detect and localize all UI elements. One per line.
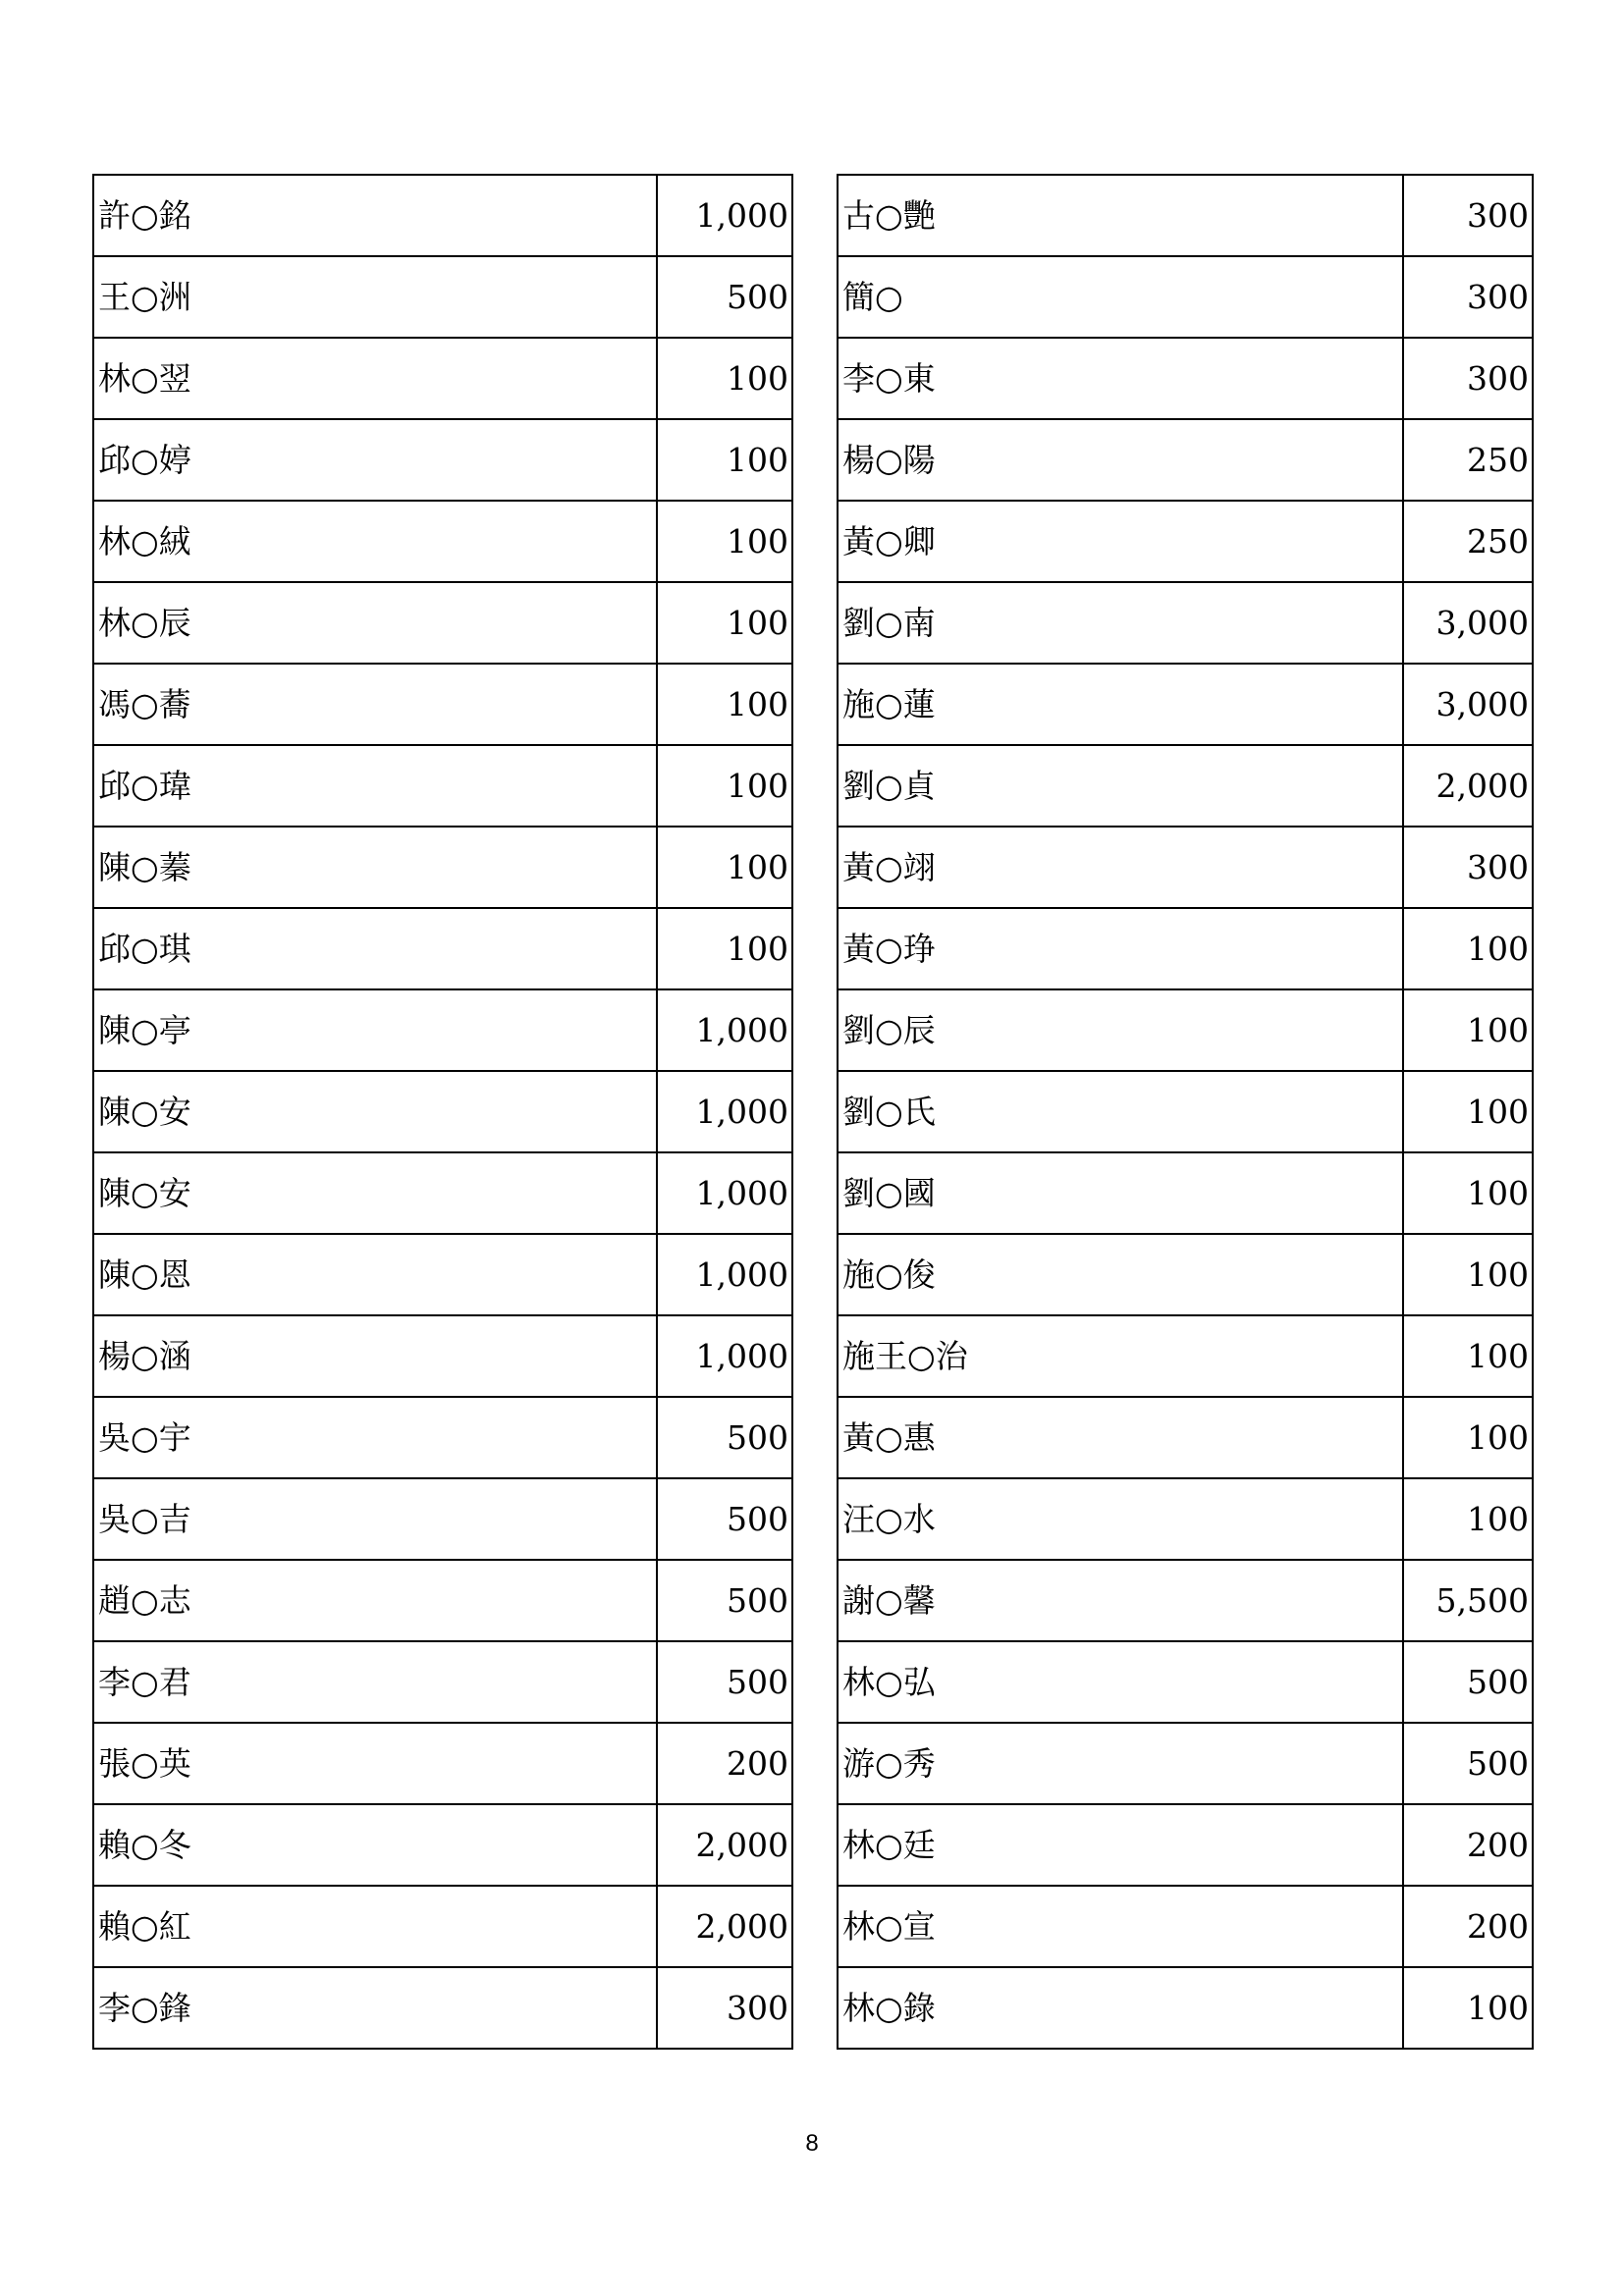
table-row [93,1152,792,1234]
donor-name-cell: 謝○馨 [838,1560,1403,1641]
table-row [93,1071,792,1152]
donor-name-cell: 吳○吉 [93,1478,657,1560]
donation-amount-cell: 100 [657,908,792,989]
donation-amount-cell: 100 [657,827,792,908]
donor-name-cell: 林○絨 [93,501,657,582]
table-row [838,745,1533,827]
donation-amount-cell: 500 [657,1397,792,1478]
donor-name-cell: 李○君 [93,1641,657,1723]
donor-name-cell: 陳○安 [93,1071,657,1152]
donation-amount-cell: 100 [1403,908,1533,989]
donation-amount-cell: 3,000 [1403,664,1533,745]
donation-amount-cell: 100 [1403,1967,1533,2049]
table-row [838,1315,1533,1397]
table-row [93,256,792,338]
table-row [838,989,1533,1071]
table-row [838,1560,1533,1641]
donation-amount-cell: 1,000 [657,1315,792,1397]
table-row [838,1478,1533,1560]
donation-amount-cell: 500 [657,1560,792,1641]
donor-name-cell: 邱○瑋 [93,745,657,827]
donor-name-cell: 劉○南 [838,582,1403,664]
donation-amount-cell: 500 [657,256,792,338]
table-row [93,1967,792,2049]
donation-amount-cell: 100 [657,501,792,582]
table-row [838,1152,1533,1234]
table-row [93,582,792,664]
donor-name-cell: 施王○治 [838,1315,1403,1397]
table-row [838,501,1533,582]
donation-amount-cell: 200 [657,1723,792,1804]
table-row [93,1560,792,1641]
table-row [93,1397,792,1478]
donor-name-cell: 陳○蓁 [93,827,657,908]
donation-amount-cell: 100 [657,582,792,664]
donor-name-cell: 林○辰 [93,582,657,664]
donor-name-cell: 汪○水 [838,1478,1403,1560]
donor-name-cell: 楊○陽 [838,419,1403,501]
donation-amount-cell: 100 [657,338,792,419]
donor-name-cell: 邱○婷 [93,419,657,501]
table-row [838,1071,1533,1152]
table-row [838,1886,1533,1967]
table-row [838,1804,1533,1886]
donation-amount-cell: 5,500 [1403,1560,1533,1641]
donation-amount-cell: 500 [1403,1641,1533,1723]
table-row [93,501,792,582]
donor-name-cell: 游○秀 [838,1723,1403,1804]
donor-table-left-body [93,175,792,2049]
donation-amount-cell: 100 [1403,1397,1533,1478]
donor-name-cell: 林○廷 [838,1804,1403,1886]
donor-name-cell: 賴○冬 [93,1804,657,1886]
table-row [93,1804,792,1886]
donor-name-cell: 林○錄 [838,1967,1403,2049]
table-row [838,1641,1533,1723]
donation-amount-cell: 2,000 [657,1804,792,1886]
table-row [93,745,792,827]
donor-name-cell: 李○東 [838,338,1403,419]
donor-table-right-body [838,175,1533,2049]
donation-amount-cell: 100 [1403,1478,1533,1560]
table-row [93,1315,792,1397]
donation-amount-cell: 100 [1403,1234,1533,1315]
donor-name-cell: 陳○亭 [93,989,657,1071]
donor-name-cell: 林○翌 [93,338,657,419]
donor-name-cell: 簡○ [838,256,1403,338]
donation-amount-cell: 100 [1403,1071,1533,1152]
donation-amount-cell: 100 [657,419,792,501]
table-row [838,582,1533,664]
table-row [93,989,792,1071]
donor-name-cell: 許○銘 [93,175,657,256]
donor-name-cell: 劉○貞 [838,745,1403,827]
donation-amount-cell: 250 [1403,419,1533,501]
donor-name-cell: 劉○辰 [838,989,1403,1071]
table-row [838,908,1533,989]
donation-amount-cell: 300 [1403,175,1533,256]
donation-amount-cell: 1,000 [657,175,792,256]
table-row [838,664,1533,745]
donor-name-cell: 趙○志 [93,1560,657,1641]
donor-name-cell: 陳○恩 [93,1234,657,1315]
table-row [93,1234,792,1315]
donation-amount-cell: 2,000 [657,1886,792,1967]
table-row [93,1641,792,1723]
donation-amount-cell: 200 [1403,1804,1533,1886]
table-row [838,827,1533,908]
donor-table-left [92,174,793,2050]
table-row [93,1478,792,1560]
donation-amount-cell: 200 [1403,1886,1533,1967]
donor-name-cell: 馮○蕎 [93,664,657,745]
table-row [93,1886,792,1967]
donation-amount-cell: 100 [1403,989,1533,1071]
table-row [838,256,1533,338]
donor-name-cell: 賴○紅 [93,1886,657,1967]
table-row [93,664,792,745]
donor-name-cell: 陳○安 [93,1152,657,1234]
donor-name-cell: 林○弘 [838,1641,1403,1723]
donor-table-right [837,174,1534,2050]
table-row [93,419,792,501]
donation-amount-cell: 300 [657,1967,792,2049]
donation-amount-cell: 1,000 [657,1234,792,1315]
donation-amount-cell: 500 [657,1641,792,1723]
donation-amount-cell: 1,000 [657,1152,792,1234]
donation-amount-cell: 100 [657,664,792,745]
donation-amount-cell: 500 [1403,1723,1533,1804]
donor-name-cell: 劉○國 [838,1152,1403,1234]
donation-amount-cell: 1,000 [657,1071,792,1152]
donation-amount-cell: 3,000 [1403,582,1533,664]
table-row [93,908,792,989]
table-row [93,827,792,908]
donation-amount-cell: 1,000 [657,989,792,1071]
donation-amount-cell: 500 [657,1478,792,1560]
donation-amount-cell: 2,000 [1403,745,1533,827]
donation-amount-cell: 300 [1403,827,1533,908]
table-row [93,338,792,419]
table-row [838,1397,1533,1478]
donor-name-cell: 李○鋒 [93,1967,657,2049]
donor-name-cell: 古○艷 [838,175,1403,256]
donor-name-cell: 林○宣 [838,1886,1403,1967]
donation-amount-cell: 300 [1403,256,1533,338]
donor-name-cell: 邱○琪 [93,908,657,989]
donor-name-cell: 施○蓮 [838,664,1403,745]
donor-name-cell: 黃○惠 [838,1397,1403,1478]
donor-name-cell: 吳○宇 [93,1397,657,1478]
donor-name-cell: 黃○琤 [838,908,1403,989]
donation-amount-cell: 300 [1403,338,1533,419]
table-row [838,1967,1533,2049]
table-row [93,175,792,256]
donor-name-cell: 楊○涵 [93,1315,657,1397]
donor-name-cell: 王○洲 [93,256,657,338]
donor-name-cell: 黃○翊 [838,827,1403,908]
donor-name-cell: 施○俊 [838,1234,1403,1315]
donor-name-cell: 黃○卿 [838,501,1403,582]
donation-amount-cell: 100 [1403,1315,1533,1397]
table-row [838,338,1533,419]
donation-amount-cell: 100 [1403,1152,1533,1234]
table-row [93,1723,792,1804]
table-row [838,1723,1533,1804]
donor-name-cell: 張○英 [93,1723,657,1804]
table-row [838,1234,1533,1315]
table-row [838,175,1533,256]
page-number: 8 [805,2130,819,2157]
table-row [838,419,1533,501]
donor-name-cell: 劉○氏 [838,1071,1403,1152]
donation-amount-cell: 100 [657,745,792,827]
donation-amount-cell: 250 [1403,501,1533,582]
